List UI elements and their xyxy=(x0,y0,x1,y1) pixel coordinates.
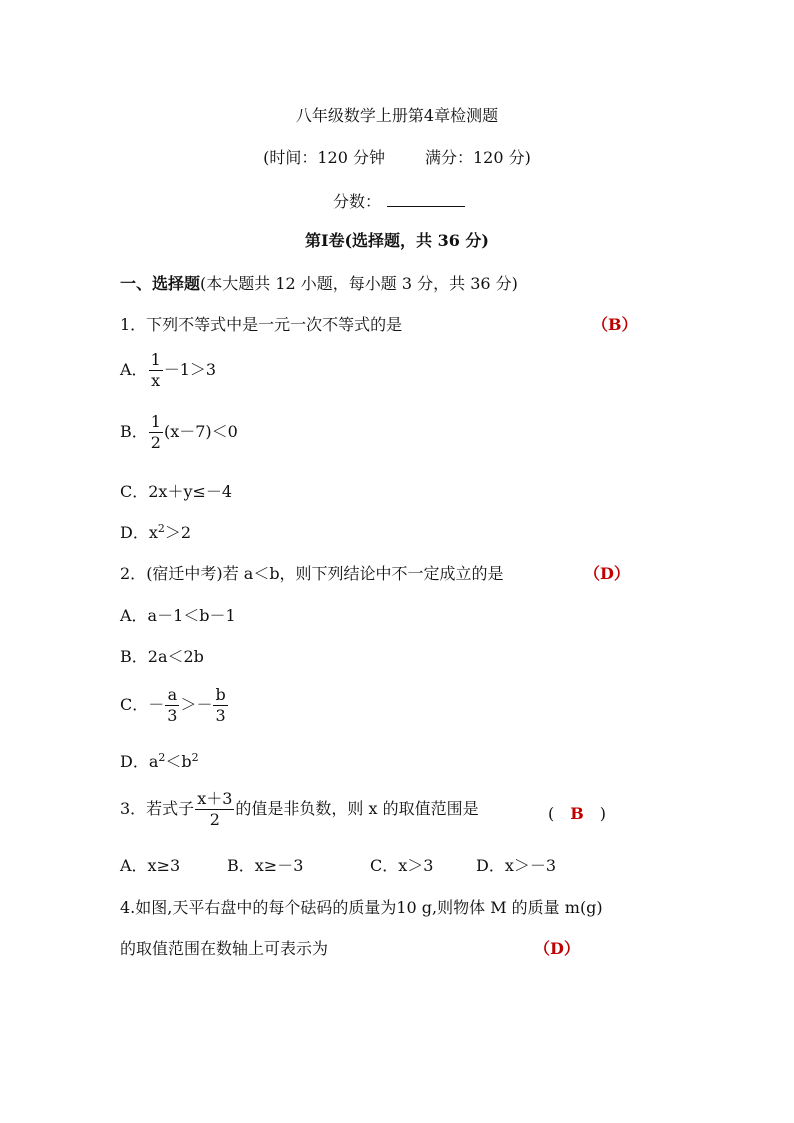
section-desc: (本大题共 12 小题，每小题 3 分，共 36 分) xyxy=(200,274,518,293)
exam-title: 八年级数学上册第4章检测题 xyxy=(295,106,499,125)
fraction: $\frac{a}{3}$ xyxy=(167,685,178,725)
score-blank[interactable] xyxy=(387,192,465,207)
question-1-answer: （B） xyxy=(592,315,638,334)
question-2-stem: 2．(宿迁中考)若 a＜b，则下列结论中不一定成立的是 xyxy=(120,564,504,583)
question-2-option-b[interactable]: B．2a＜2b xyxy=(120,647,204,666)
question-4-stem-line-2: 的取值范围在数轴上可表示为 xyxy=(120,939,329,958)
fraction: $\frac{1}{x}$ xyxy=(150,350,161,390)
question-2-option-a[interactable]: A．a－1＜b－1 xyxy=(120,606,236,625)
question-3-stem: 3．若式子 $\frac{x+3}{2}$ 的值是非负数，则 x 的取值范围是 xyxy=(120,789,479,829)
section-label: 一、选择题 xyxy=(120,274,201,293)
exam-meta xyxy=(0,150,794,166)
question-1-option-b[interactable]: B． $\frac{1}{2}$ (x－7)＜0 xyxy=(120,412,238,452)
question-2-source: (宿迁中考) xyxy=(146,564,223,583)
question-4-answer: （D） xyxy=(534,939,580,958)
question-2-answer: （D） xyxy=(584,564,630,583)
question-2-option-c[interactable]: C．－ $\frac{a}{3}$ ＞－ $\frac{b}{3}$ xyxy=(120,685,226,725)
question-3-option-b[interactable]: B．x≥－3 xyxy=(227,856,304,875)
question-1-option-a[interactable]: A． $\frac{1}{x}$ －1＞3 xyxy=(120,350,217,390)
score-label: 分数： xyxy=(333,192,382,211)
fraction: $\frac{b}{3}$ xyxy=(215,685,226,725)
question-4-stem-line-1: 4.如图,天平右盘中的每个砝码的质量为10 g,则物体 M 的质量 m(g) xyxy=(120,898,603,917)
exam-time: (时间：120 分钟 xyxy=(263,148,385,167)
part-title: 第Ⅰ卷(选择题，共 36 分) xyxy=(304,231,490,250)
question-3-option-c[interactable]: C．x＞3 xyxy=(370,856,434,875)
question-1-stem: 1．下列不等式中是一元一次不等式的是 xyxy=(120,315,403,334)
fraction: $\frac{1}{2}$ xyxy=(150,412,161,452)
question-3-option-d[interactable]: D．x＞－3 xyxy=(476,856,557,875)
question-2-option-d[interactable]: D．$a^2<b^2$ xyxy=(120,751,199,771)
exam-full-score: 满分：120 分) xyxy=(425,148,531,167)
question-3-answer: ( B ) xyxy=(548,804,607,823)
question-1-option-d[interactable]: D．$x^2>2$ xyxy=(120,522,192,542)
question-1-option-c[interactable]: C．2x＋y≤－4 xyxy=(120,482,233,501)
fraction: $\frac{x+3}{2}$ xyxy=(197,789,233,829)
section-heading xyxy=(120,276,518,292)
question-3-option-a[interactable]: A．x≥3 xyxy=(120,856,181,875)
score-line xyxy=(333,192,465,210)
